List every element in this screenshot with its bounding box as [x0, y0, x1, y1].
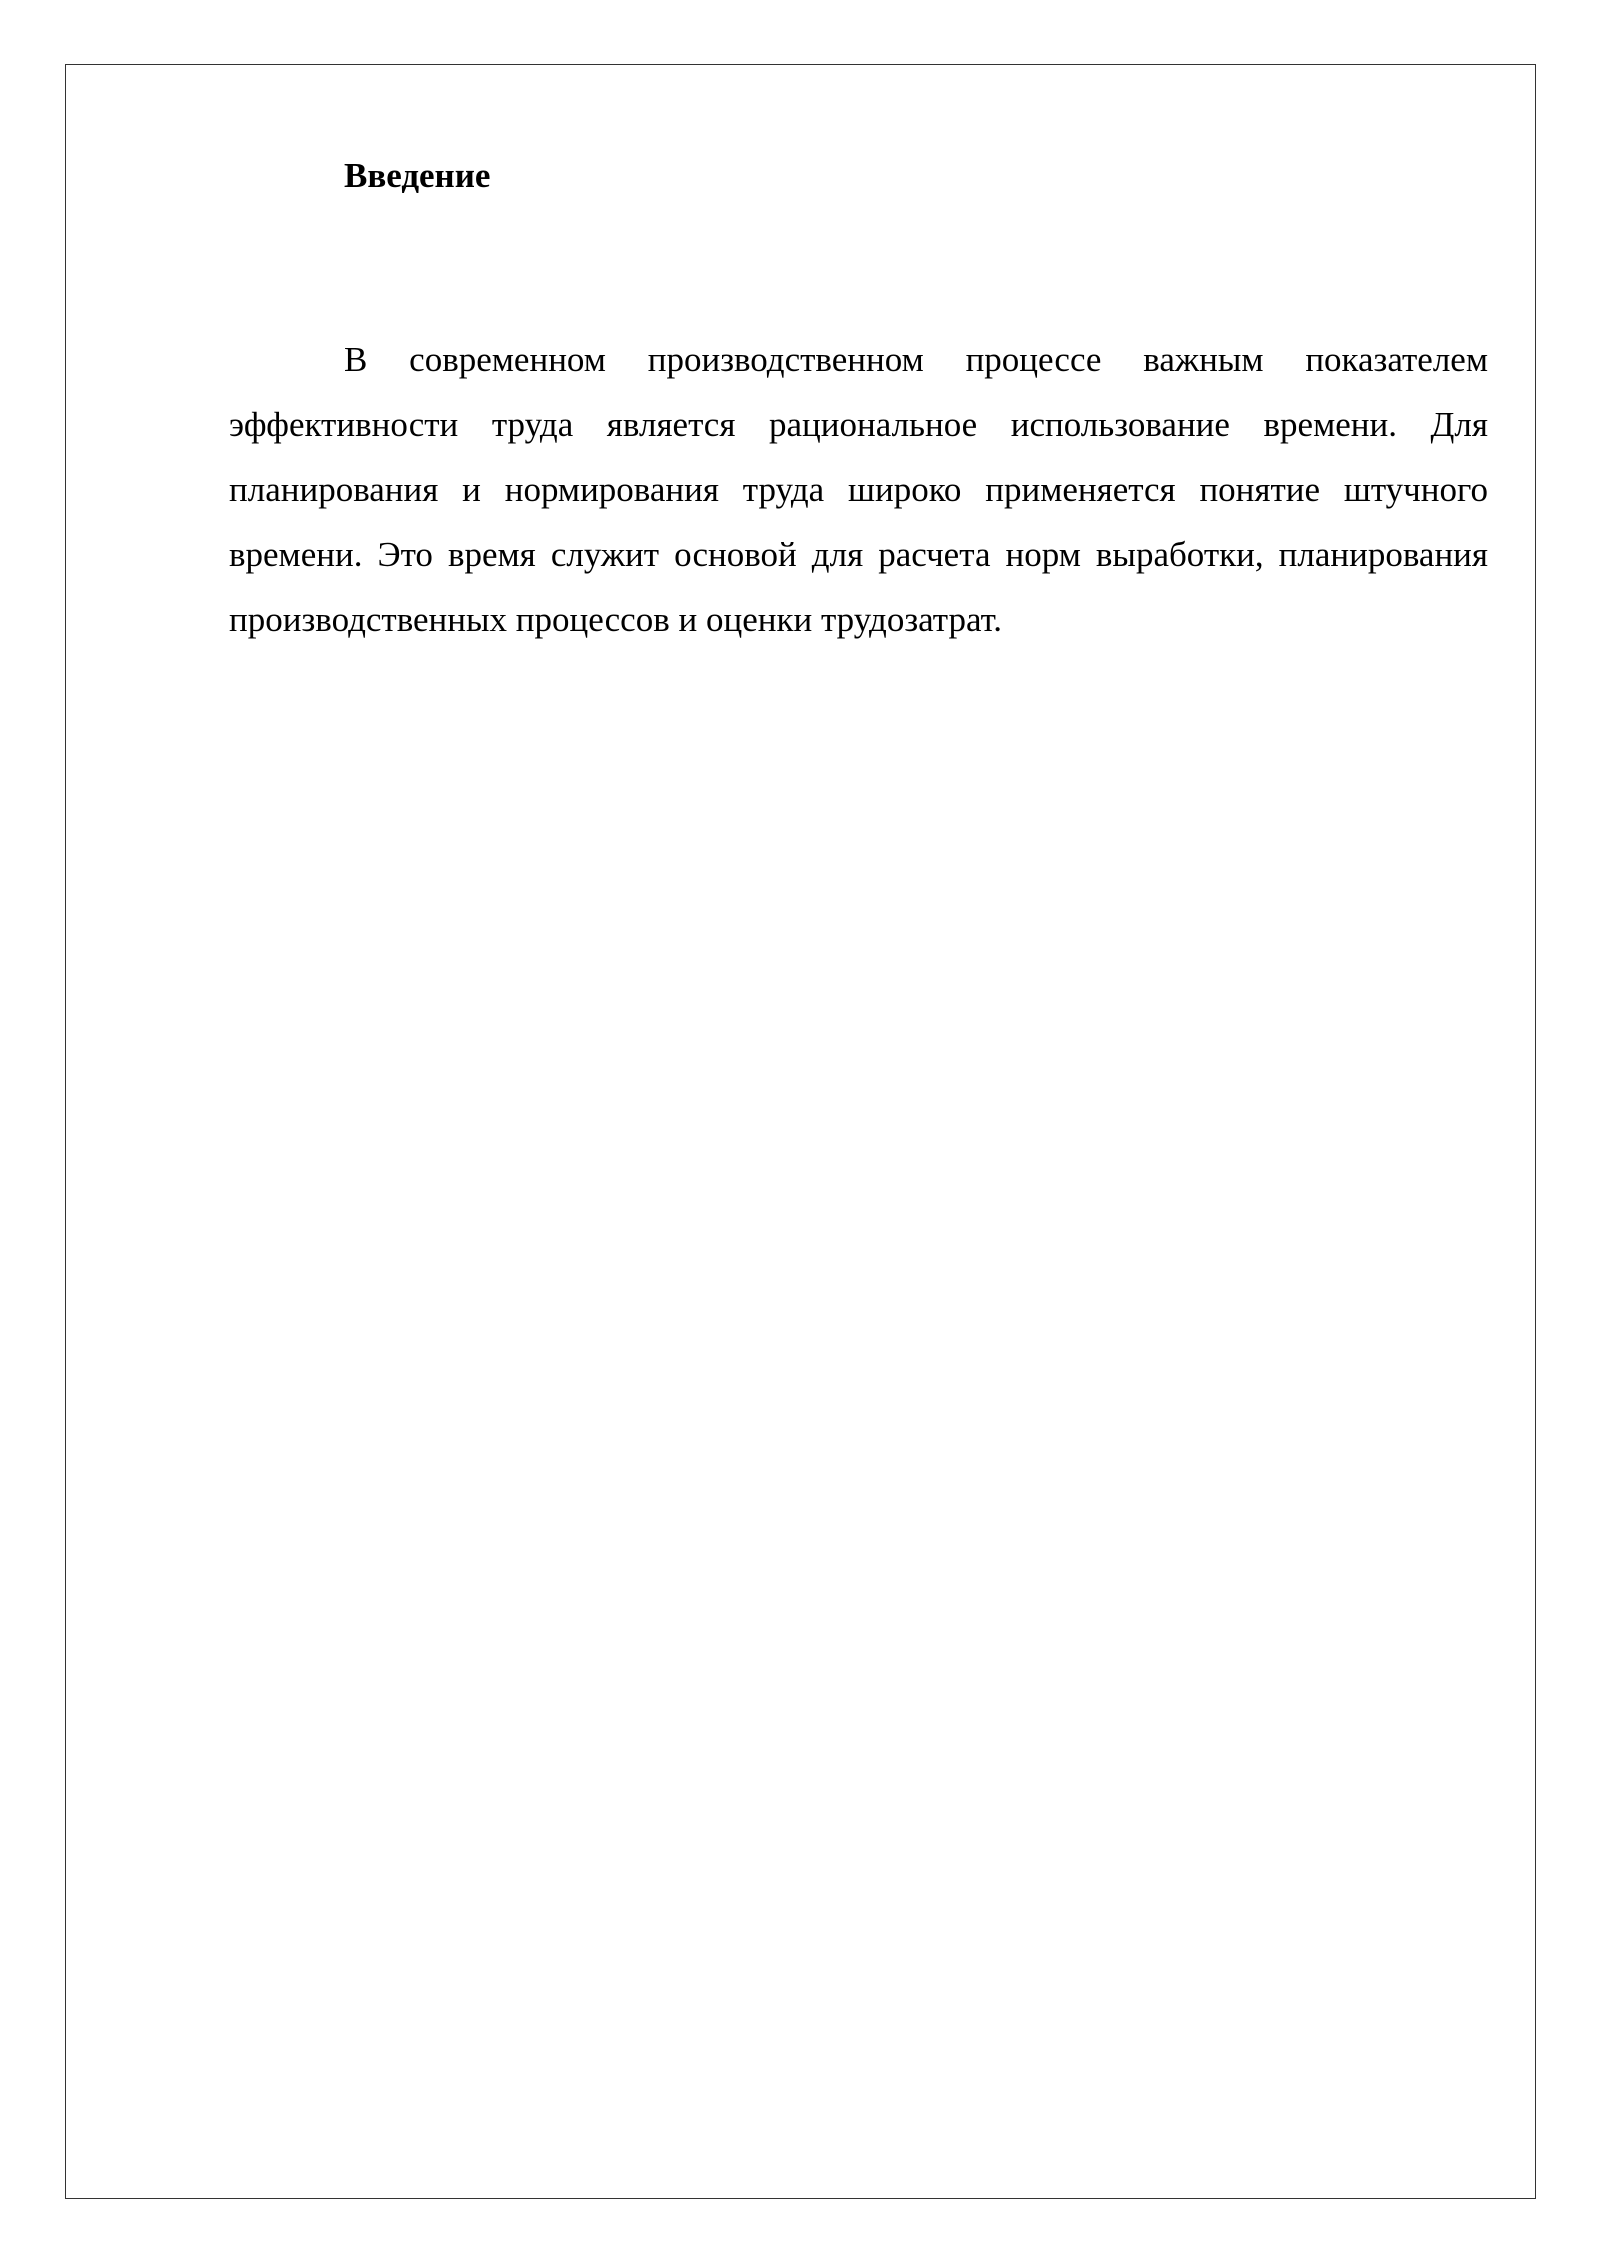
section-heading: Введение	[344, 156, 491, 195]
intro-paragraph: В современном производственном процессе важным показателем эффективности труда является рациональное использование времени. Для планирования и нормирования труда широко применяется понятие штучного времени. Это время служит основой для расчета норм выработки, планирования производственных процессов и оценки трудозатрат.	[229, 340, 1488, 639]
